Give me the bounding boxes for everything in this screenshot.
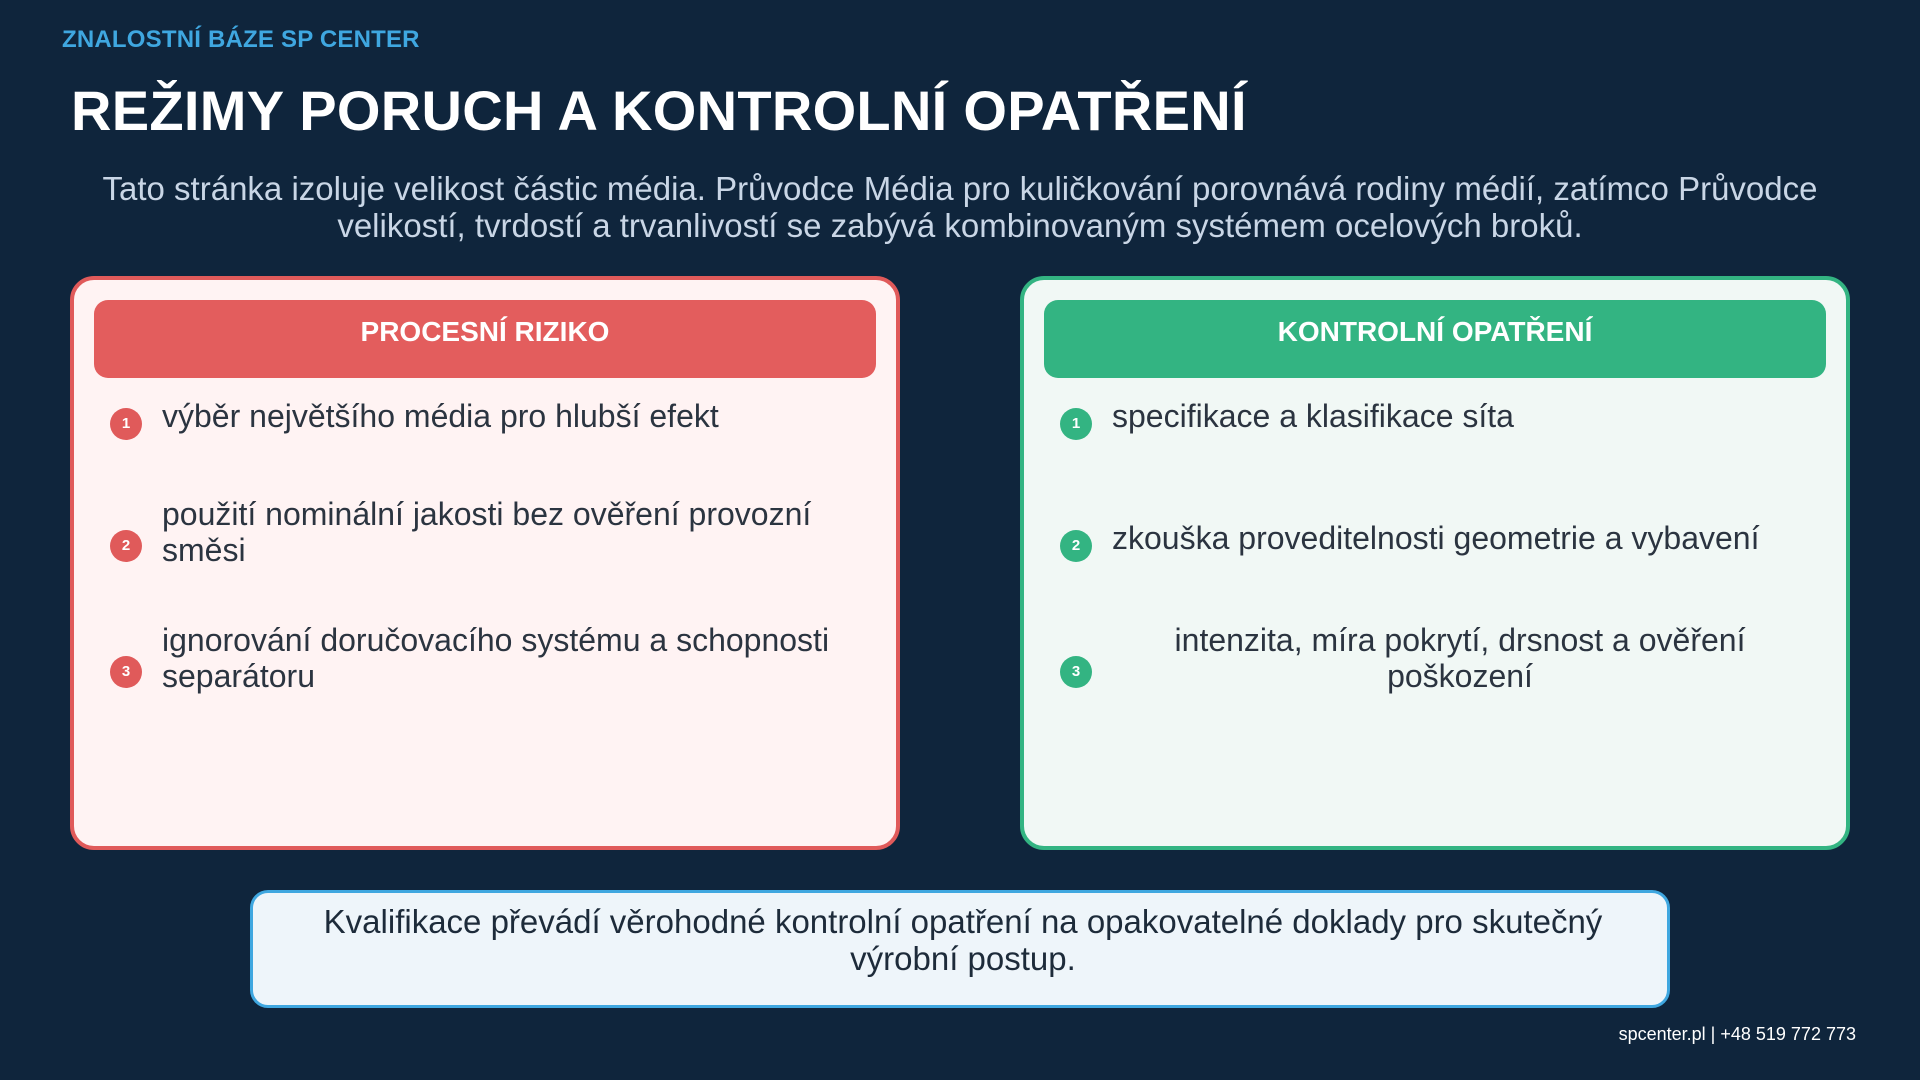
summary-text: Kvalifikace převádí věrohodné kontrolní opatření na opakovatelné doklady pro skutečný výrobní postup.	[323, 903, 1603, 977]
kicker: ZNALOSTNÍ BÁZE SP CENTER	[62, 26, 420, 53]
control-measures-panel	[1020, 276, 1850, 850]
control-item-1-number: 1	[1060, 408, 1092, 440]
control-item-3-number: 3	[1060, 656, 1092, 688]
page-title: REŽIMY PORUCH A KONTROLNÍ OPATŘENÍ	[71, 79, 1247, 142]
risk-item-3-number: 3	[110, 656, 142, 688]
control-item-2-number: 2	[1060, 530, 1092, 562]
risk-item-2-number: 2	[110, 530, 142, 562]
risk-item-1-text: výběr největšího média pro hlubší efekt	[162, 398, 719, 434]
page-subtitle: Tato stránka izoluje velikost částic média. Průvodce Média pro kuličkování porovnává rodiny médií, zatímco Průvodce velikostí, tvrdostí a trvanlivostí se zabývá kombinovaným systémem ocelových broků.	[102, 170, 1818, 244]
control-item-3-text: intenzita, míra pokrytí, drsnost a ověření poškození	[1174, 622, 1746, 694]
control-panel-header: KONTROLNÍ OPATŘENÍ	[1044, 300, 1826, 378]
risk-item-3-text: ignorování doručovacího systému a schopnosti separátoru	[162, 622, 830, 694]
process-risk-panel	[70, 276, 900, 850]
risk-item-1-number: 1	[110, 408, 142, 440]
risk-item-2-text: použití nominální jakosti bez ověření provozní směsi	[162, 496, 812, 568]
control-item-2-text: zkouška proveditelnosti geometrie a vybavení	[1112, 520, 1760, 556]
risk-panel-header: PROCESNÍ RIZIKO	[94, 300, 876, 378]
summary-callout	[250, 890, 1670, 1008]
contact-info: spcenter.pl | +48 519 772 773	[1618, 1024, 1856, 1044]
control-item-1-text: specifikace a klasifikace síta	[1112, 398, 1514, 434]
